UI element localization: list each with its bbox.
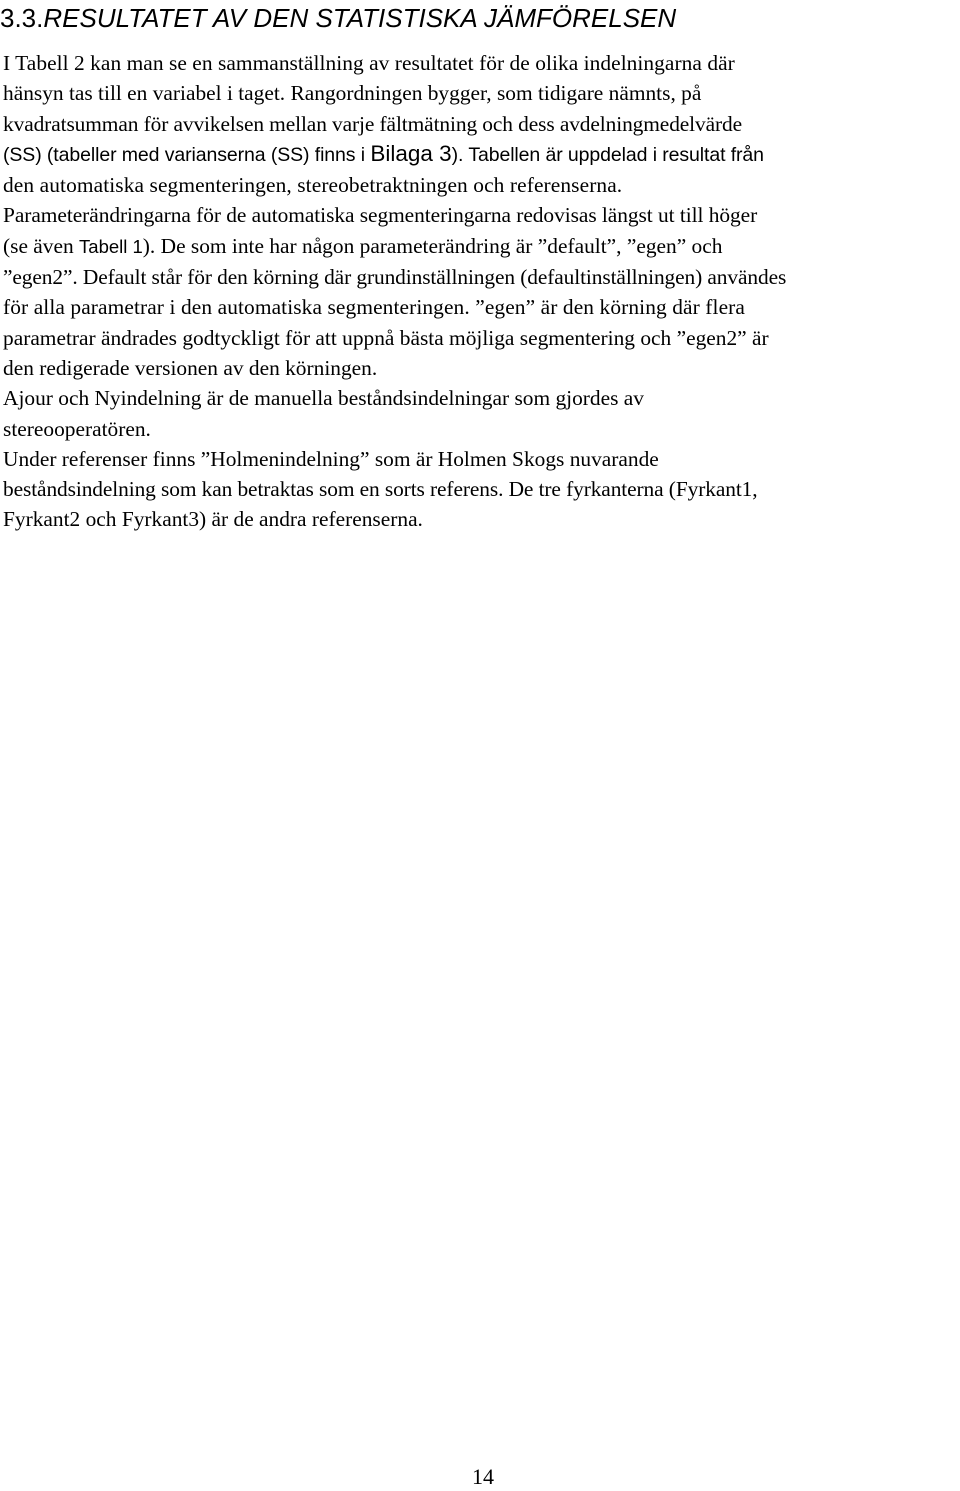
paragraph-results-overview bbox=[3, 48, 959, 383]
text-line: hänsyn tas till en variabel i taget. Rangordningen bygger, som tidigare nämnts, på bbox=[3, 81, 702, 106]
text-line: Ajour och Nyindelning är de manuella beståndsindelningar som gjordes av bbox=[3, 386, 644, 411]
text-line: kvadratsumman för avvikelsen mellan varje fältmätning och dess avdelningmedelvärde bbox=[3, 111, 743, 136]
text-fragment: ). Tabellen är uppdelad i resultat från bbox=[451, 143, 764, 166]
appendix-reference: Bilaga 3 bbox=[370, 140, 452, 166]
text-fragment: ). De som inte har någon parameterändring är ”default”, ”egen” och bbox=[142, 233, 723, 258]
text-line: Parameterändringarna för de automatiska segmenteringarna redovisas längst ut till höger bbox=[3, 203, 758, 228]
text-line: Fyrkant2 och Fyrkant3) är de andra referenserna. bbox=[3, 507, 423, 532]
text-line: den redigerade versionen av den körningen. bbox=[3, 355, 378, 380]
text-line: den automatiska segmenteringen, stereobetraktningen och referenserna. bbox=[3, 173, 623, 198]
text-line: stereooperatören. bbox=[3, 416, 151, 441]
section-number: 3.3. bbox=[0, 3, 44, 33]
text-line: ”egen2”. Default står för den körning där grundinställningen (defaultinställningen) användes bbox=[3, 265, 787, 290]
body-text bbox=[3, 48, 959, 535]
paragraph-references bbox=[3, 444, 959, 535]
text-line: I Tabell 2 kan man se en sammanställning av resultatet för de olika indelningarna där bbox=[3, 51, 735, 75]
section-title: RESULTATET AV DEN STATISTISKA JÄMFÖRELSEN bbox=[43, 3, 677, 33]
text-line: parametrar ändrades godtyckligt för att uppnå bästa möjliga segmentering och ”egen2” är bbox=[3, 325, 769, 350]
section-heading bbox=[0, 3, 676, 33]
text-line: beståndsindelning som kan betraktas som en sorts referens. De tre fyrkanterna (Fyrkant1, bbox=[3, 477, 758, 502]
text-line bbox=[3, 231, 959, 262]
text-fragment: (SS) (tabeller med varianserna (SS) finns i bbox=[3, 143, 371, 166]
text-line bbox=[3, 139, 959, 170]
table-reference: Tabell 1 bbox=[79, 235, 143, 257]
page-number: 14 bbox=[472, 1464, 494, 1489]
text-line: Under referenser finns ”Holmenindelning” som är Holmen Skogs nuvarande bbox=[3, 446, 659, 471]
text-line: för alla parametrar i den automatiska segmenteringen. ”egen” är den körning där flera bbox=[3, 295, 745, 320]
text-fragment: (se även bbox=[3, 233, 80, 258]
paragraph-manual-divisions bbox=[3, 383, 959, 444]
